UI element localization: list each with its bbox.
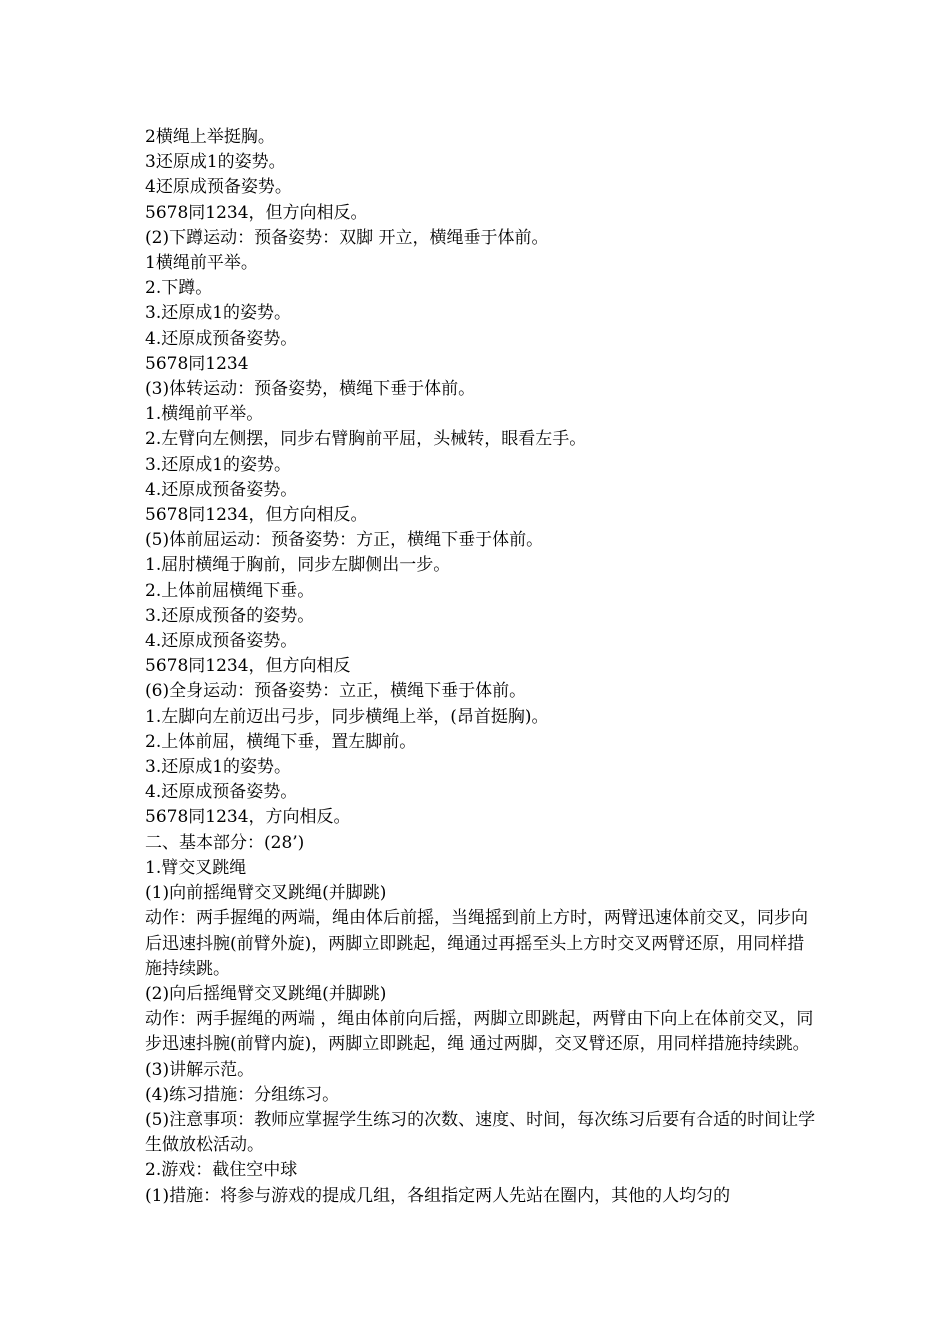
text-line: 5678同1234，但方向相反 xyxy=(145,656,351,677)
paragraph: (5)注意事项：教师应掌握学生练习的次数、速度、时间，每次练习后要有合适的时间让学生做放松活动。 xyxy=(145,1109,816,1156)
text-line: (4)练习措施：分组练习。 xyxy=(145,1084,340,1105)
text-line: 5678同1234，方向相反。 xyxy=(145,807,351,828)
text-line: 4.还原成预备姿势。 xyxy=(145,479,298,500)
text-line: 2.下蹲。 xyxy=(145,278,213,299)
text-line: (3)讲解示范。 xyxy=(145,1059,255,1080)
text-line: 5678同1234 xyxy=(145,353,249,374)
text-line: 1.左脚向左前迈出弓步，同步横绳上举，(昂首挺胸)。 xyxy=(145,706,549,727)
text-line: 4.还原成预备姿势。 xyxy=(145,631,298,652)
text-line: 3.还原成预备的姿势。 xyxy=(145,605,315,626)
paragraph: 动作：两手握绳的两端 ，绳由体前向后摇，两脚立即跳起，两臂由下向上在体前交叉，同步迅速抖腕(前臂内旋)，两脚立即跳起，绳 通过两脚，交叉臂还原，用同样措施持续跳。 xyxy=(145,1009,814,1055)
text-line: 1.臂交叉跳绳 xyxy=(145,857,247,878)
text-line: 2.上体前屈横绳下垂。 xyxy=(145,580,315,601)
text-line: 1横绳前平举。 xyxy=(145,253,258,274)
section-heading: 二、基本部分：(28’) xyxy=(145,832,305,853)
text-line: 2.上体前屈，横绳下垂，置左脚前。 xyxy=(145,731,417,752)
document-page xyxy=(145,125,825,1209)
paragraph: 动作：两手握绳的两端，绳由体后前摇，当绳摇到前上方时，两臂迅速体前交叉，同步向后迅速抖腕(前臂外旋)，两脚立即跳起，绳通过再摇至头上方时交叉两臂还原，用同样措施持续跳。 xyxy=(145,908,808,979)
text-line: 2.游戏：截住空中球 xyxy=(145,1160,298,1181)
text-line: 3.还原成1的姿势。 xyxy=(145,303,292,324)
text-line: (3)体转运动：预备姿势，横绳下垂于体前。 xyxy=(145,379,476,400)
text-line: 2.左臂向左侧摆，同步右臂胸前平屈，头械转，眼看左手。 xyxy=(145,429,587,450)
text-line: 2横绳上举挺胸。 xyxy=(145,127,275,147)
paragraph: (1)措施：将参与游戏的提成几组，各组指定两人先站在圈内，其他的人均匀的 xyxy=(145,1185,731,1206)
text-line: (2)下蹲运动：预备姿势：双脚 开立，横绳垂于体前。 xyxy=(145,227,549,248)
text-line: (2)向后摇绳臂交叉跳绳(并脚跳) xyxy=(145,983,387,1004)
text-line: 5678同1234，但方向相反。 xyxy=(145,505,368,526)
text-line: (5)体前屈运动：预备姿势：方正，横绳下垂于体前。 xyxy=(145,530,544,551)
text-line: 3.还原成1的姿势。 xyxy=(145,757,292,778)
text-line: 3还原成1的姿势。 xyxy=(145,152,286,173)
text-line: 3.还原成1的姿势。 xyxy=(145,454,292,475)
text-line: 4.还原成预备姿势。 xyxy=(145,328,298,349)
text-line: 4还原成预备姿势。 xyxy=(145,177,292,198)
text-line: (6)全身运动：预备姿势：立正，横绳下垂于体前。 xyxy=(145,681,527,702)
text-line: 4.还原成预备姿势。 xyxy=(145,782,298,803)
text-line: (1)向前摇绳臂交叉跳绳(并脚跳) xyxy=(145,883,387,904)
text-line: 1.横绳前平举。 xyxy=(145,404,264,425)
text-line: 5678同1234，但方向相反。 xyxy=(145,202,368,223)
text-line: 1.屈肘横绳于胸前，同步左脚侧出一步。 xyxy=(145,555,451,576)
